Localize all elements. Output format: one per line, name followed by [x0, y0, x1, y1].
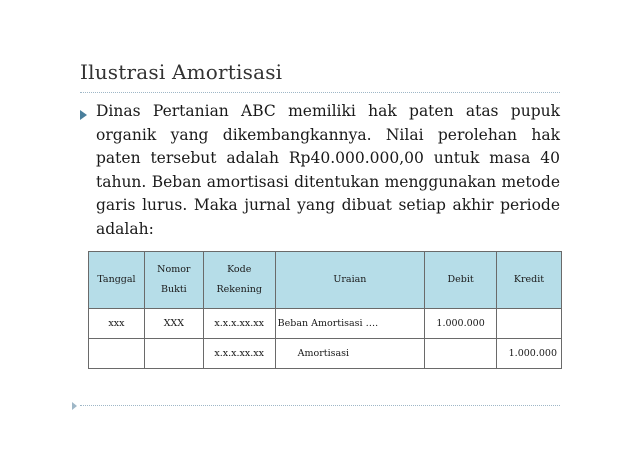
- cell-tanggal: [89, 339, 145, 369]
- cell-kode-rekening: x.x.x.xx.xx: [203, 309, 275, 339]
- header-debit: Debit: [425, 252, 497, 309]
- triangle-bullet-icon: [80, 110, 87, 120]
- body-paragraph: Dinas Pertanian ABC memiliki hak paten atas pupuk organik yang dikembangkannya. Nilai perolehan hak paten tersebut adalah Rp40.000.000,00 untuk masa 40 tahun. Beban amortisasi ditentukan menggunakan metode garis lurus. Maka jurnal yang dibuat setiap akhir periode adalah:: [96, 102, 560, 238]
- slide-title: Ilustrasi Amortisasi: [80, 60, 283, 84]
- header-rekening-label: Rekening: [216, 284, 262, 295]
- header-kode-label: Kode: [227, 264, 252, 275]
- cell-debit: [425, 339, 497, 369]
- header-tanggal: Tanggal: [89, 252, 145, 309]
- cell-uraian: Beban Amortisasi ….: [275, 309, 425, 339]
- cell-tanggal: xxx: [89, 309, 145, 339]
- footer-divider: [80, 405, 560, 406]
- header-nomor-bukti: [144, 252, 203, 309]
- header-kode-rekening: [203, 252, 275, 309]
- table-header-row: [89, 252, 562, 309]
- cell-uraian: Amortisasi: [275, 339, 425, 369]
- cell-nomor-bukti: XXX: [144, 309, 203, 339]
- header-kredit: Kredit: [497, 252, 562, 309]
- cell-kredit: 1.000.000: [497, 339, 562, 369]
- cell-kode-rekening: x.x.x.xx.xx: [203, 339, 275, 369]
- footer-arrow-icon: [72, 402, 77, 410]
- title-divider: [80, 92, 560, 93]
- header-uraian: Uraian: [275, 252, 425, 309]
- header-nomor-label: Nomor: [157, 264, 191, 275]
- table-row: [89, 309, 562, 339]
- cell-kredit: [497, 309, 562, 339]
- journal-table: [88, 251, 562, 369]
- cell-nomor-bukti: [144, 339, 203, 369]
- cell-debit: 1.000.000: [425, 309, 497, 339]
- header-bukti-label: Bukti: [160, 284, 187, 295]
- table-row: [89, 339, 562, 369]
